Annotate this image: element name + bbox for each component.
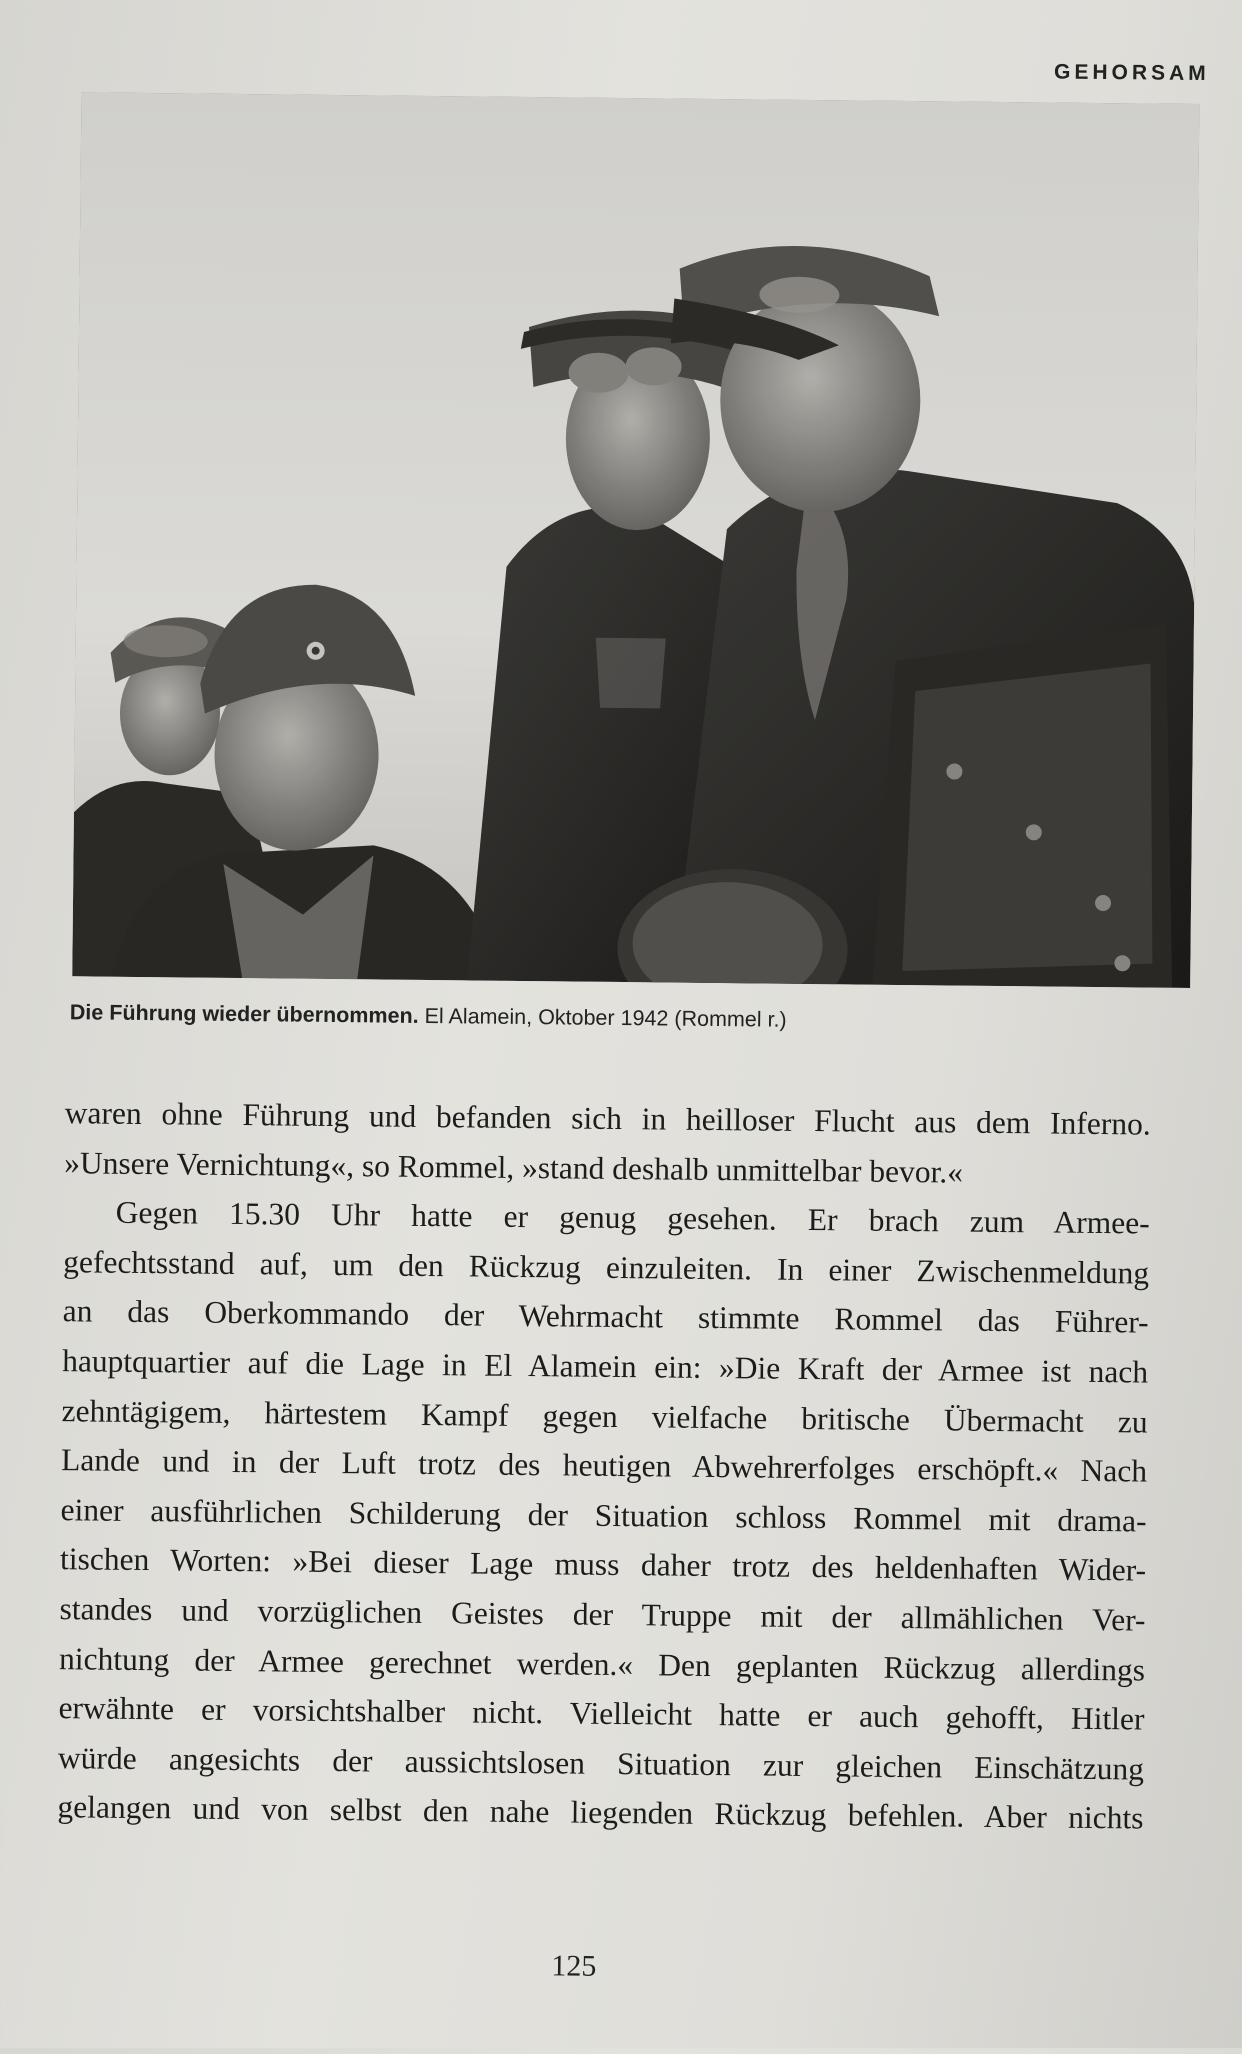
text-line: gelangen und von selbst den nahe liegenden Rückzug befehlen. Aber nichts [57,1789,1144,1836]
text-line: einer ausführlichen Schilderung der Situation schloss Rommel mit drama- [60,1491,1147,1539]
text-line: zehntägigem, härtestem Kampf gegen vielfache britische Übermacht zu [61,1392,1148,1440]
photo-illustration [72,92,1199,988]
caption-title: Die Führung wieder übernommen. [69,1000,419,1028]
figure-caption [70,1000,1170,1037]
running-head: GEHORSAM [1053,60,1210,86]
text-line: Gegen 15.30 Uhr hatte er genug gesehen. Er brach zum Armee- [115,1194,1150,1241]
historical-photo [72,92,1199,988]
text-line: nichtung der Armee gerechnet werden.« Den geplanten Rückzug allerdings [58,1640,1146,1688]
text-line: erwähnte er vorsichtshalber nicht. Vielleicht hatte er auch gehofft, Hitler [58,1690,1145,1737]
page-number: 125 [551,1949,597,1983]
text-line: »Unsere Vernichtung«, so Rommel, »stand deshalb unmittelbar bevor.« [64,1144,964,1190]
text-line: standes und vorzüglichen Geistes der Truppe mit der allmählichen Ver- [59,1591,1146,1638]
text-line: hauptquartier auf die Lage in El Alamein ein: »Die Kraft der Armee ist nach [62,1343,1149,1390]
caption-text: El Alamein, Oktober 1942 (Rommel r.) [424,1003,787,1032]
text-line: an das Oberkommando der Wehrmacht stimmte Rommel das Führer- [62,1293,1149,1340]
text-line: Lande und in der Luft trotz des heutigen Abwehrerfolges erschöpft.« Nach [60,1442,1148,1489]
text-line: gefechtsstand auf, um den Rückzug einzuleiten. In einer Zwischenmeldung [63,1243,1150,1291]
text-line: waren ohne Führung und befanden sich in heilloser Flucht aus dem Inferno. [64,1095,1151,1142]
text-line: würde angesichts der aussichtslosen Situation zur gleichen Einschätzung [57,1739,1145,1787]
text-line: tischen Worten: »Bei dieser Lage muss daher trotz des heldenhaften Wider- [59,1541,1147,1588]
body-text [57,1088,1151,1843]
